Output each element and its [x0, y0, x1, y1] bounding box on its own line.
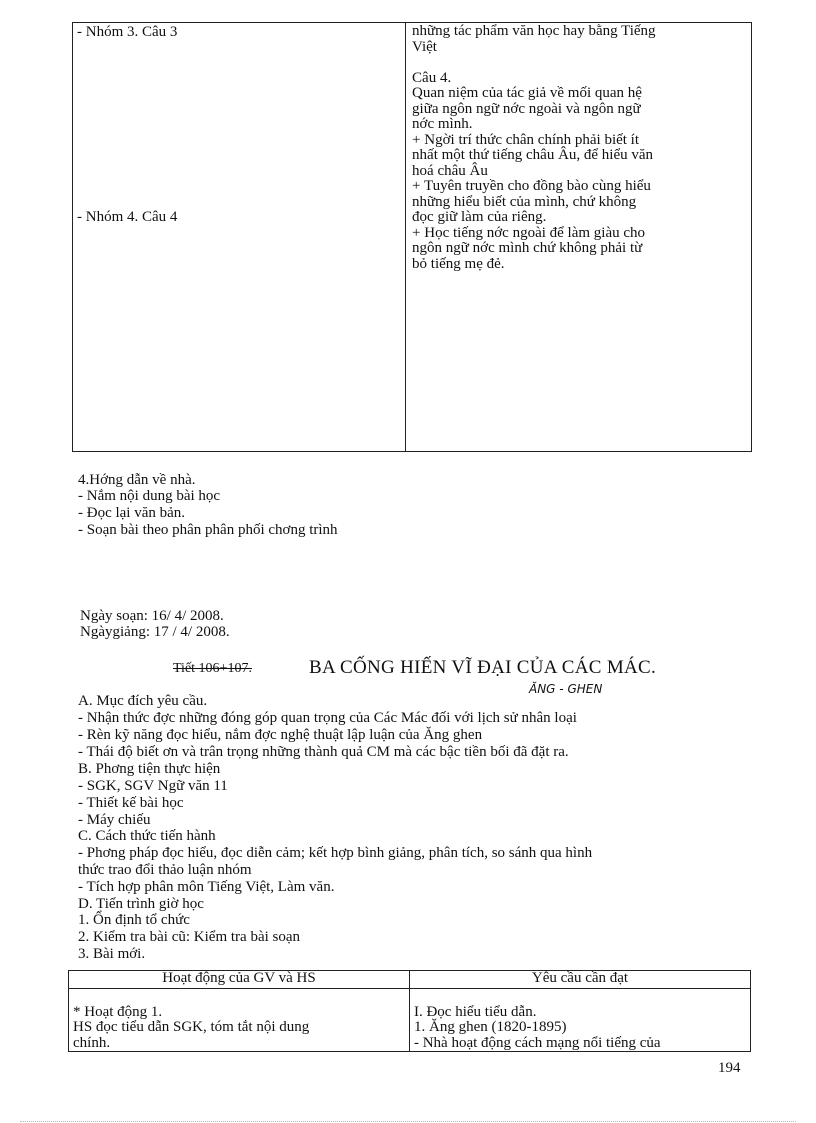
body-line: thức trao đổi thảo luận nhóm: [78, 862, 252, 878]
lesson-title: BA CỐNG HIẾN VĨ ĐẠI CỦA CÁC MÁC.: [309, 657, 657, 678]
answer-line: + Tuyên truyền cho đồng bào cùng hiểu: [412, 178, 651, 194]
activity-line: HS đọc tiểu dẫn SGK, tóm tắt nội dung: [73, 1019, 310, 1035]
answer-line: những tác phẩm văn học hay bằng Tiếng: [412, 23, 656, 39]
prepared-date: Ngày soạn: 16/ 4/ 2008.: [80, 608, 224, 624]
right-column: [406, 23, 752, 452]
answer-line: giữa ngôn ngữ nớc ngoài và ngôn ngữ: [412, 100, 641, 117]
answer-line: [412, 55, 745, 71]
activity-line: [73, 989, 405, 1005]
lesson-author: ĂNG - GHEN: [529, 682, 603, 696]
homework-item: - Nắm nội dung bài học: [78, 488, 221, 504]
homework-heading: 4.Hớng dẫn về nhà.: [78, 472, 196, 488]
requirement-line: [414, 989, 746, 1005]
body-line: - Rèn kỹ năng đọc hiểu, nắm đợc nghệ thuật lập luận của Ăng ghen: [78, 727, 483, 743]
answer-line: đọc giữ làm của riêng.: [412, 209, 547, 225]
body-line: 2. Kiểm tra bài cũ: Kiểm tra bài soạn: [78, 929, 301, 945]
requirement-line: I. Đọc hiểu tiểu dẫn.: [413, 1003, 537, 1020]
body-line: - SGK, SGV Ngữ văn 11: [78, 778, 228, 794]
body-line: - Nhận thức đợc những đóng góp quan trọng của Các Mác đối với lịch sử nhân loại: [78, 710, 577, 726]
answer-line: những hiểu biết của mình, chứ không: [412, 193, 637, 210]
header-activities: Hoạt động của GV và HS: [69, 971, 410, 989]
requirement-line: 1. Ăng ghen (1820-1895): [413, 1019, 567, 1035]
answer-line: + Học tiếng nớc ngoài để làm giàu cho: [412, 224, 646, 241]
body-line: - Tích hợp phân môn Tiếng Việt, Làm văn.: [78, 879, 335, 895]
body-line: 1. Ổn định tổ chức: [78, 912, 190, 928]
activity-line: chính.: [73, 1034, 111, 1051]
answer-line: + Ngời trí thức chân chính phải biết ít: [412, 131, 640, 148]
body-line: - Thiết kế bài học: [78, 795, 184, 811]
body-line: D. Tiến trình giờ học: [78, 896, 204, 912]
body-line: B. Phơng tiện thực hiện: [78, 761, 221, 777]
body-line: - Phơng pháp đọc hiểu, đọc diễn cảm; kết hợp bình giảng, phân tích, so sánh qua hình: [78, 845, 593, 861]
activity-line: * Hoạt động 1.: [73, 1003, 163, 1020]
header-requirements: Yêu cầu cần đạt: [409, 971, 750, 989]
lesson-period: Tiết 106+107.: [173, 661, 252, 676]
page-bottom-divider: [20, 1121, 796, 1122]
requirement-line: - Nhà hoạt động cách mạng nổi tiếng của: [413, 1034, 661, 1051]
body-line: - Thái độ biết ơn và trân trọng những thành quả CM mà các bậc tiền bối đã đặt ra.: [78, 744, 569, 760]
taught-date: Ngàygiảng: 17 / 4/ 2008.: [80, 624, 230, 640]
activities-cell: [69, 989, 410, 1052]
answer-line: Việt: [412, 38, 437, 55]
group-4-label: - Nhóm 4. Câu 4: [77, 209, 178, 225]
homework-item: - Soạn bài theo phân phân phối chơng trình: [78, 522, 338, 538]
answer-line: nhất một thứ tiếng châu Âu, để hiểu văn: [412, 147, 654, 163]
answer-line: hoá châu Âu: [412, 162, 488, 179]
group-3-label: - Nhóm 3. Câu 3: [77, 24, 178, 40]
body-line: - Máy chiếu: [78, 812, 151, 828]
answer-line: Quan niệm của tác giả về mối quan hệ: [412, 85, 642, 101]
body-line: 3. Bài mới.: [78, 946, 146, 962]
body-line: A. Mục đích yêu cầu.: [78, 693, 208, 709]
homework-item: - Đọc lại văn bản.: [78, 505, 186, 521]
answer-line: nớc mình.: [412, 116, 473, 132]
discussion-table: [72, 22, 752, 452]
left-column: [73, 23, 406, 452]
answer-line: Câu 4.: [412, 69, 452, 86]
requirements-cell: [409, 989, 750, 1052]
answer-line: ngôn ngữ nớc mình chứ không phải từ: [412, 240, 643, 256]
answer-line: bỏ tiếng mẹ đẻ.: [412, 255, 505, 272]
activity-table: [68, 970, 751, 1052]
page-number: 194: [718, 1060, 741, 1076]
body-line: C. Cách thức tiến hành: [78, 828, 216, 844]
